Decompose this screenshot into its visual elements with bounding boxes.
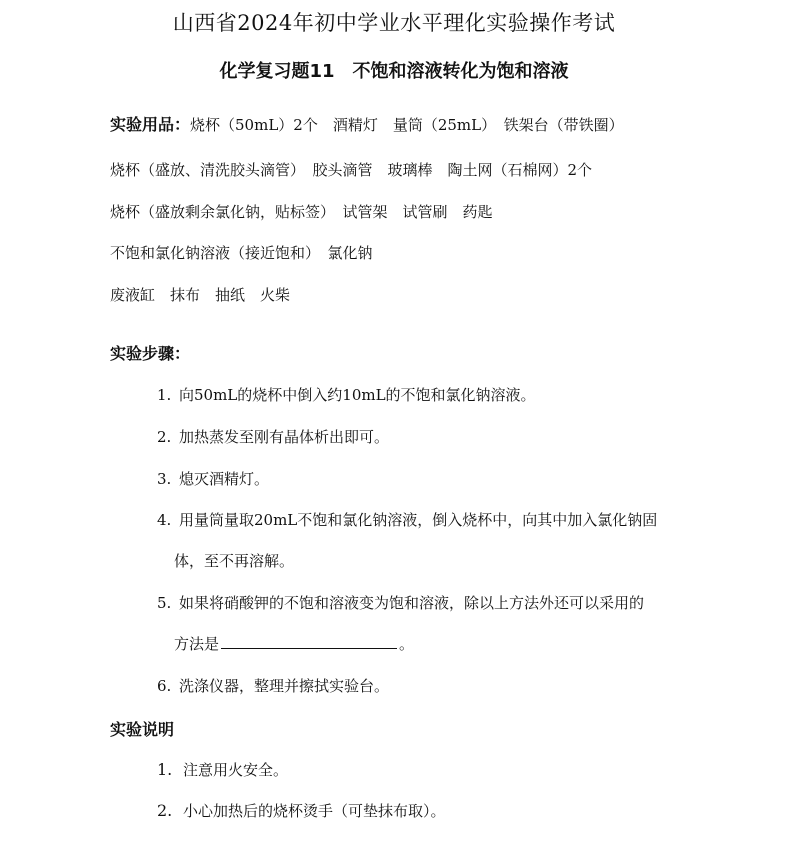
step-number: 6. <box>157 677 172 695</box>
step-number: 5. <box>157 594 172 612</box>
step-item <box>157 509 657 531</box>
note-text: 小心加热后的烧杯烫手（可垫抹布取）。 <box>183 802 446 820</box>
materials-line-text: 烧杯（50mL）2个 酒精灯 量筒（25mL） 铁架台（带铁圈） <box>190 116 624 134</box>
materials-label: 实验用品： <box>110 115 191 134</box>
note-text: 注意用火安全。 <box>183 761 289 779</box>
answer-prefix: 方法是 <box>174 635 220 653</box>
step-text: 用量筒量取20mL不饱和氯化钠溶液，倒入烧杯中，向其中加入氯化钠固 <box>179 511 658 529</box>
step-item <box>157 592 644 614</box>
step-number: 2. <box>157 428 172 446</box>
step-number: 4. <box>157 511 172 529</box>
note-number: 1. <box>157 760 173 779</box>
step-number: 3. <box>157 470 172 488</box>
step-item <box>157 468 269 490</box>
materials-line-5: 废液缸 抹布 抽纸 火柴 <box>110 286 291 304</box>
step-text: 如果将硝酸钾的不饱和溶液变为饱和溶液，除以上方法外还可以采用的 <box>179 594 645 612</box>
materials-line-4: 不饱和氯化钠溶液（接近饱和） 氯化钠 <box>110 244 373 262</box>
note-number: 2. <box>157 801 173 820</box>
step-number: 1. <box>157 386 172 404</box>
materials-line-1 <box>110 114 624 136</box>
note-item <box>157 800 446 822</box>
step-continuation <box>174 633 414 655</box>
answer-suffix: 。 <box>399 635 415 653</box>
document-subtitle: 化学复习题11 不饱和溶液转化为饱和溶液 <box>219 61 569 82</box>
answer-blank[interactable] <box>221 634 397 649</box>
note-item <box>157 759 288 781</box>
notes-heading: 实验说明 <box>110 720 175 739</box>
materials-line-3: 烧杯（盛放剩余氯化钠，贴标签） 试管架 试管刷 药匙 <box>110 203 493 221</box>
step-text: 洗涤仪器，整理并擦拭实验台。 <box>179 677 390 695</box>
step-item <box>157 675 389 697</box>
step-text: 向50mL的烧杯中倒入约10mL的不饱和氯化钠溶液。 <box>179 386 536 404</box>
step-text: 熄灭酒精灯。 <box>179 470 270 488</box>
document-title: 山西省2024年初中学业水平理化实验操作考试 <box>172 11 616 35</box>
step-item <box>157 426 389 448</box>
step-continuation: 体，至不再溶解。 <box>174 552 295 570</box>
step-text: 加热蒸发至刚有晶体析出即可。 <box>179 428 390 446</box>
steps-heading: 实验步骤： <box>110 344 191 363</box>
materials-line-2: 烧杯（盛放、清洗胶头滴管） 胶头滴管 玻璃棒 陶土网（石棉网）2个 <box>110 161 593 179</box>
step-item <box>157 384 536 406</box>
